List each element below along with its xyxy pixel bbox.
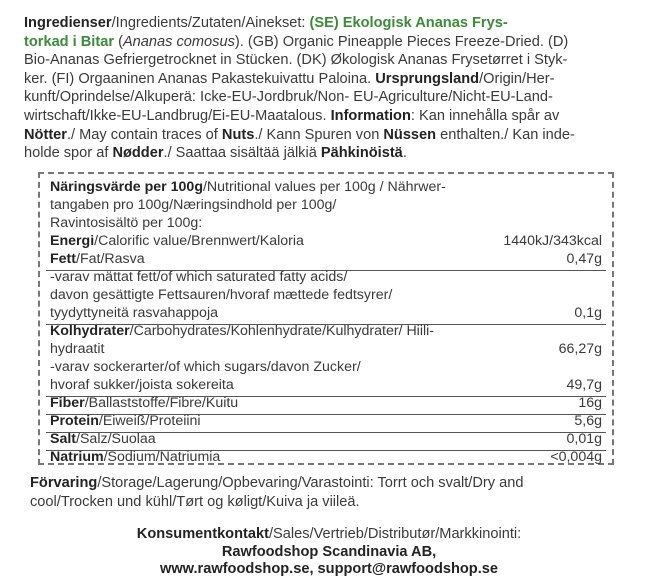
text-run: hydraatit (50, 341, 105, 357)
text-run: cool/Trocken und kühl/Tørt og køligt/Kuiva ja viileä. (30, 493, 360, 510)
nutrition-value: 16g (578, 395, 602, 411)
table-divider (46, 270, 606, 271)
nutrition-label (50, 431, 156, 447)
nutrition-row (50, 215, 602, 231)
nutrition-row (50, 341, 602, 357)
text-run: torkad i Bitar (24, 33, 115, 50)
nutrition-row (50, 449, 602, 465)
text-run: Ravintosisältö per 100g: (50, 215, 203, 231)
contact-info (0, 526, 658, 579)
text-run: /Sales/Vertrieb/Distributør/Markkinointi: (268, 526, 522, 542)
text-run: Information (330, 107, 411, 124)
text-run: . (402, 145, 407, 162)
text-run: Nuts (221, 126, 255, 143)
text-run: /Eiweiß/Proteiini (98, 413, 201, 429)
text-run: (SE) Ekologisk Ananas Frys- (309, 15, 508, 31)
ingredients-line (24, 107, 636, 126)
nutrition-table (38, 172, 614, 465)
text-run: /Nutritional values per 100g / Nährwer- (202, 179, 446, 195)
nutrition-row (50, 233, 602, 249)
storage-line (30, 474, 640, 493)
text-run: tyydyttyneitä rasvahappoja (50, 305, 218, 321)
nutrition-value: 49,7g (566, 377, 602, 393)
ingredients-line (24, 88, 636, 107)
table-divider (46, 324, 606, 325)
nutrition-value: 0,01g (566, 431, 602, 447)
text-run: Kolhydrater (50, 323, 130, 339)
nutrition-row (50, 179, 602, 195)
nutrition-label (50, 323, 434, 339)
nutrition-label (50, 197, 336, 213)
nutrition-row (50, 395, 602, 411)
text-run: Ursprungsland (375, 70, 480, 87)
text-run: tangaben pro 100g/Næringsindhold per 100g/ (50, 197, 337, 213)
text-run: /Carbohydrates/Kohlenhydrate/Kulhydrater/ Hiili- (129, 323, 435, 339)
ingredients-line (24, 51, 636, 70)
nutrition-label (50, 341, 104, 357)
text-run: Konsumentkontakt (136, 526, 269, 542)
text-run: ker. (FI) Orgaaninen Ananas Pakastekuivattu Paloina. (24, 70, 376, 87)
storage-text (30, 474, 640, 511)
nutrition-label (50, 359, 361, 375)
text-run: Nüssen (383, 126, 437, 143)
text-run: Ananas comosus (122, 33, 235, 50)
text-run: Förvaring (30, 475, 98, 491)
nutrition-value: 0,1g (574, 305, 602, 321)
text-run: /Fat/Rasva (76, 251, 145, 267)
nutrition-label (50, 269, 347, 285)
text-run: Ingredienser (24, 15, 112, 31)
nutrition-value: <0,004g (550, 449, 602, 465)
text-run: ./ May contain traces of (66, 126, 222, 143)
nutrition-label (50, 287, 392, 303)
table-divider (46, 432, 606, 433)
text-run: Nötter (24, 126, 67, 143)
text-run: Salt (50, 431, 77, 447)
table-divider (46, 396, 606, 397)
text-run: Natrium (50, 449, 104, 465)
nutrition-value: 0,47g (566, 251, 602, 267)
text-run: -varav mättat fett/of which saturated fatty acids/ (50, 269, 348, 285)
nutrition-row (50, 359, 602, 375)
text-run: kunft/Oprindelse/Alkuperä: Icke-EU-Jordbruk/Non- EU-Agriculture/Nicht-EU-Land- (24, 89, 553, 106)
text-run: davon gesättigte Fettsauren/hvoraf mættede fedtsyrer/ (50, 287, 393, 303)
text-run: ./ Kann Spuren von (254, 126, 384, 143)
nutrition-row (50, 305, 602, 321)
nutrition-label (50, 251, 145, 267)
text-run: Energi (50, 233, 95, 249)
text-run: Pähkinöistä (320, 145, 403, 162)
text-run: enthalten./ Kan inde- (436, 126, 575, 143)
text-run: Näringsvärde per 100g (50, 179, 203, 195)
contact-line (0, 561, 658, 579)
text-run: Rawfoodshop Scandinavia AB, (221, 543, 437, 560)
ingredients-line (24, 126, 636, 145)
text-run: ./ Saattaa sisältää jälkiä (163, 145, 321, 162)
text-run: /Calorific value/Brennwert/Kaloria (94, 233, 304, 249)
storage-line (30, 493, 640, 512)
nutrition-row (50, 377, 602, 393)
nutrition-row (50, 197, 602, 213)
text-run: /Ballaststoffe/Fibre/Kuitu (84, 395, 239, 411)
nutrition-label (50, 215, 202, 231)
text-run: /Ingredients/Zutaten/Ainekset: (111, 15, 310, 31)
text-run: Bio-Ananas Gefriergetrocknet in Stücken. (DK) Økologisk Ananas Frysetørret i Styk- (24, 52, 568, 69)
nutrition-label (50, 449, 220, 465)
nutrition-row (50, 323, 602, 339)
text-run: holde spor af (24, 145, 113, 162)
text-run: Protein (50, 413, 99, 429)
text-run: hvoraf sukker/joista sokereita (50, 377, 234, 393)
nutrition-label (50, 377, 234, 393)
text-run: Fett (50, 251, 77, 267)
text-run: /Storage/Lagerung/Opbevaring/Varastointi: Torrt och svalt/Dry and (97, 475, 524, 491)
table-divider (46, 450, 606, 451)
nutrition-row (50, 269, 602, 285)
nutrition-row (50, 413, 602, 429)
contact-line (0, 544, 658, 562)
nutrition-label (50, 395, 238, 411)
ingredients-line (24, 70, 636, 89)
nutrition-label (50, 413, 201, 429)
text-run: Nødder (112, 145, 164, 162)
nutrition-row (50, 431, 602, 447)
text-run: ). (GB) Organic Pineapple Pieces Freeze-Dried. (D) (234, 33, 569, 50)
text-run: : Kan innehålla spår av (410, 107, 560, 124)
nutrition-row (50, 251, 602, 267)
nutrition-label (50, 305, 218, 321)
nutrition-value: 1440kJ/343kcal (503, 233, 602, 249)
nutrition-value: 5,6g (574, 413, 602, 429)
ingredients-text (24, 14, 636, 163)
ingredients-line (24, 144, 636, 163)
text-run: wirtschaft/Ikke-EU-Landbrug/Ei-EU-Maatalous. (24, 107, 331, 124)
ingredients-line (24, 33, 636, 52)
nutrition-value: 66,27g (558, 341, 602, 357)
text-run: ( (114, 33, 123, 50)
text-run: /Sodium/Natriumia (103, 449, 221, 465)
nutrition-label (50, 233, 304, 249)
text-run: www.rawfoodshop.se, support@rawfoodshop.se (159, 561, 498, 578)
contact-line (0, 526, 658, 544)
table-divider (46, 414, 606, 415)
nutrition-label (50, 179, 446, 195)
text-run: /Salz/Suolaa (76, 431, 156, 447)
text-run: /Origin/Her- (479, 70, 555, 87)
ingredients-line (24, 14, 636, 33)
text-run: Fiber (50, 395, 85, 411)
text-run: -varav sockerarter/of which sugars/davon Zucker/ (50, 359, 361, 375)
nutrition-row (50, 287, 602, 303)
